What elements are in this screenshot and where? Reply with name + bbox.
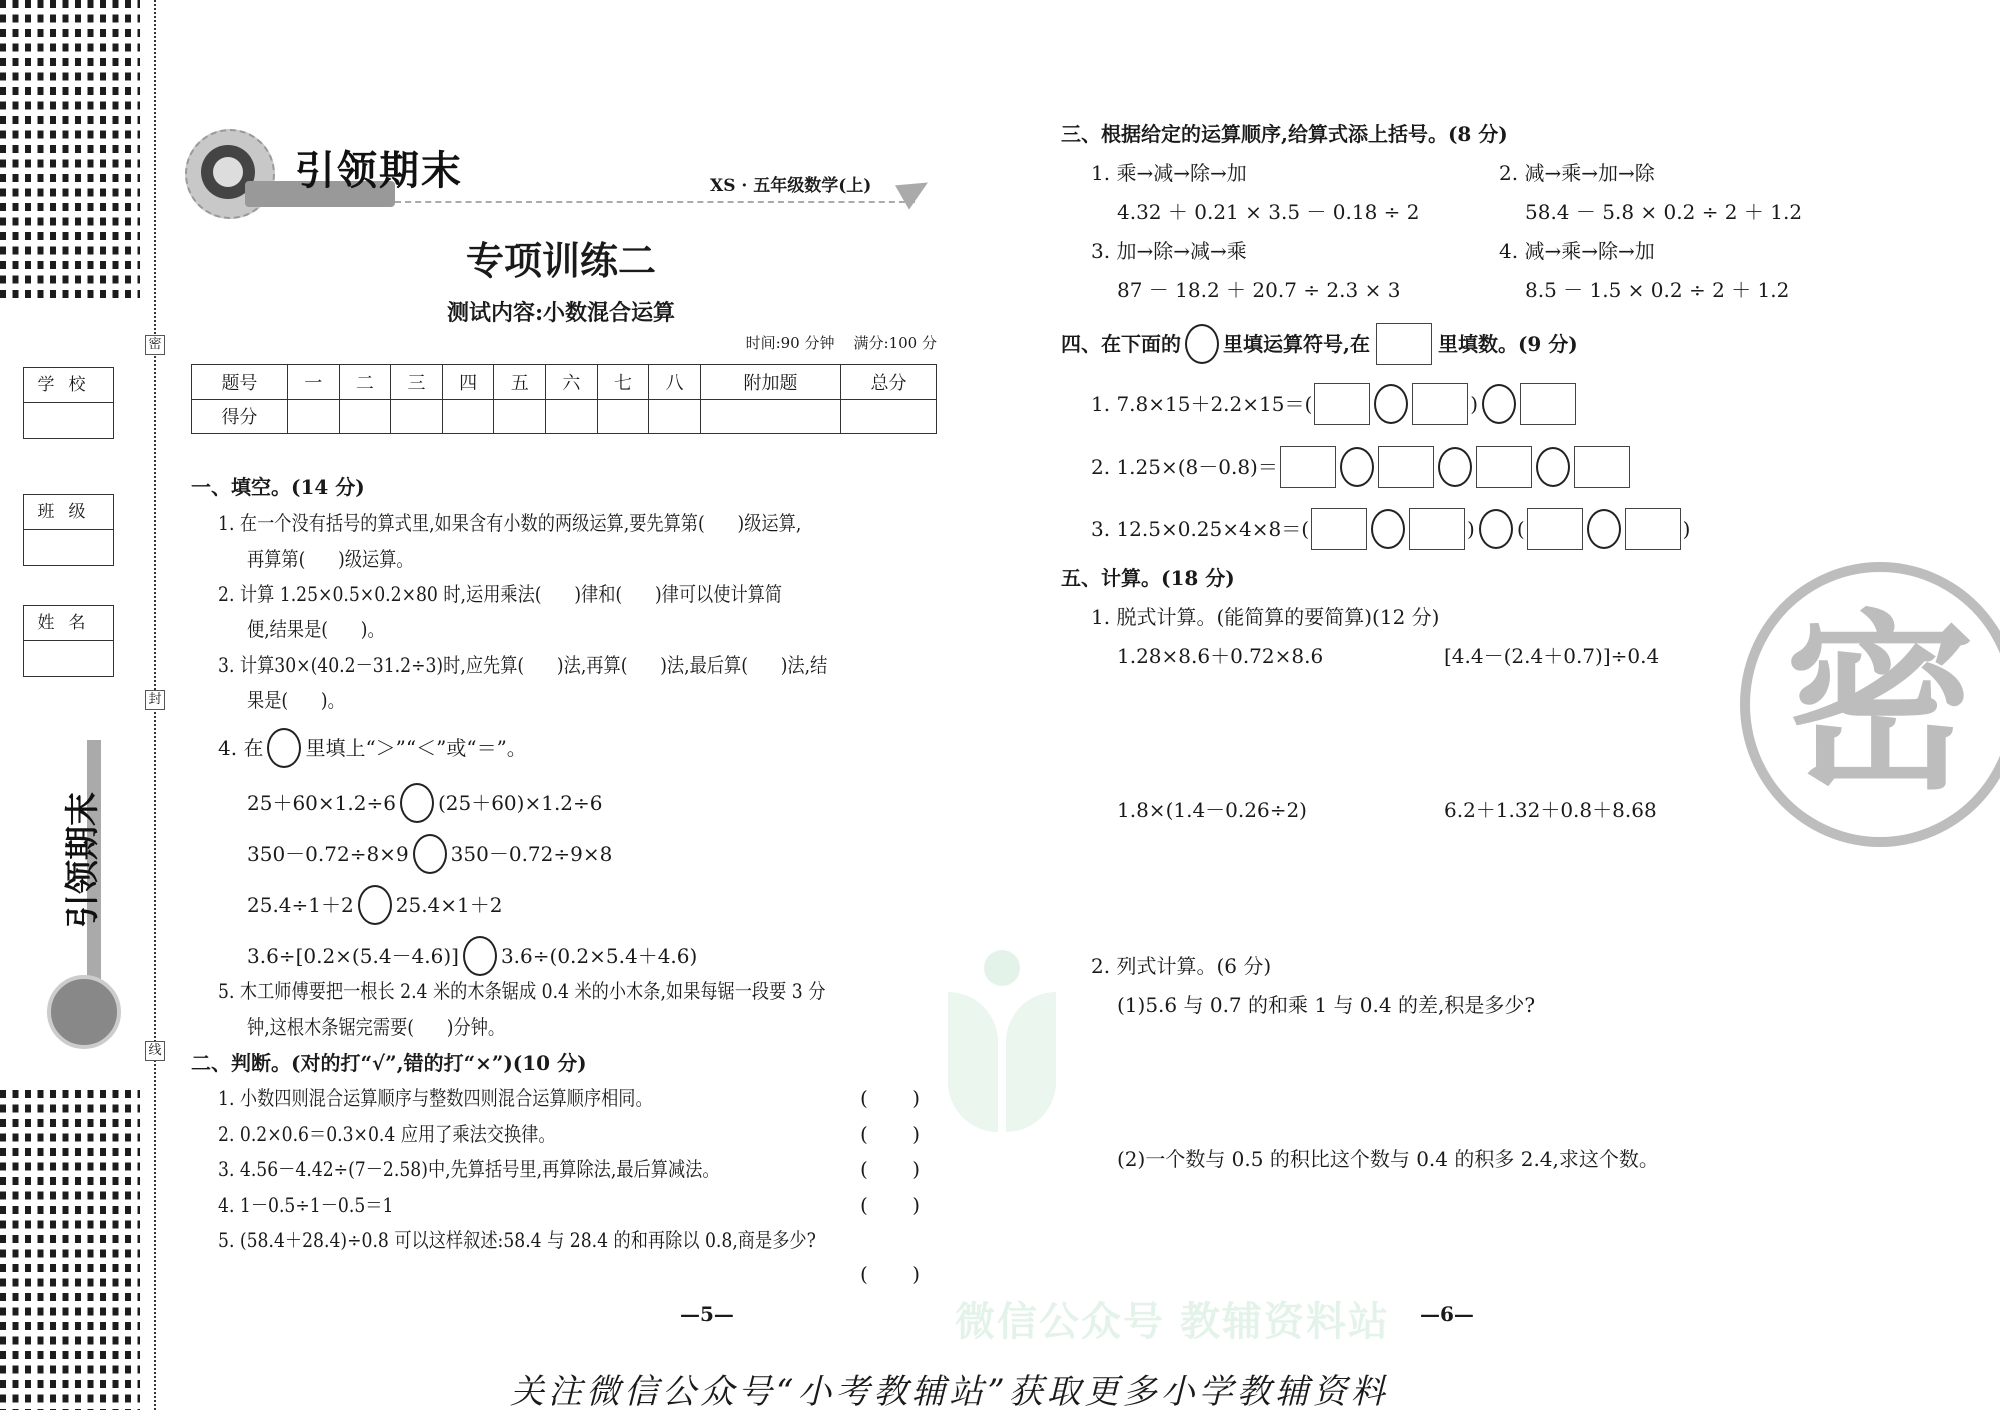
section4-title-b: 里填运算符号,在 <box>1223 332 1370 356</box>
score-header-cell: 题号 <box>192 365 288 400</box>
compare-circle[interactable] <box>413 834 447 874</box>
compare-right: 350－0.72÷9×8 <box>450 842 613 866</box>
compare-row <box>247 834 612 874</box>
fill-row <box>1091 508 1690 550</box>
wheel-icon <box>47 975 121 1049</box>
compare-circle[interactable] <box>463 936 497 976</box>
calc-expr-2: [4.4－(2.4＋0.7)]÷0.4 <box>1444 644 1660 668</box>
class-label: 班级 <box>24 495 113 530</box>
dot-pattern-bottom-mask <box>0 1090 140 1410</box>
compare-right: 3.6÷(0.2×5.4＋4.6) <box>500 944 698 968</box>
number-box[interactable] <box>1574 446 1630 488</box>
operator-circle[interactable] <box>1482 384 1516 424</box>
compare-right: (25＋60)×1.2÷6 <box>437 791 603 815</box>
operation-order: 1. 乘→减→除→加 <box>1091 161 1247 185</box>
operation-order: 2. 减→乘→加→除 <box>1499 161 1655 185</box>
number-box[interactable] <box>1409 508 1465 550</box>
marker-mi: 密 <box>145 335 165 355</box>
number-box[interactable] <box>1280 446 1336 488</box>
operator-circle[interactable] <box>1340 447 1374 487</box>
q2-line2: 便,结果是( )。 <box>247 617 385 641</box>
number-box[interactable] <box>1476 446 1532 488</box>
time-score-info: 时间:90 分钟 满分:100 分 <box>745 334 937 352</box>
fill-row <box>1091 446 1630 488</box>
circle-icon <box>267 728 301 768</box>
section4-title-a: 四、在下面的 <box>1061 332 1181 356</box>
q3-line1: 3. 计算30×(40.2－31.2÷3)时,应先算( )法,再算( )法,最后算( )法,结 <box>218 653 828 677</box>
paper-plane-icon <box>895 170 935 209</box>
operator-circle[interactable] <box>1479 509 1513 549</box>
compare-row <box>247 936 697 976</box>
expression: 4.32 ＋ 0.21 × 3.5 － 0.18 ÷ 2 <box>1117 200 1420 224</box>
score-header-cell: 三 <box>391 365 443 400</box>
q2-line1: 2. 计算 1.25×0.5×0.2×80 时,运用乘法( )律和( )律可以使计算简 <box>218 582 783 606</box>
q5-line1: 5. 木工师傅要把一根长 2.4 米的木条锯成 0.4 米的小木条,如果每锯一段要 3 分 <box>218 979 826 1003</box>
section1-title: 一、填空。(14 分) <box>191 475 365 499</box>
number-box[interactable] <box>1412 383 1468 425</box>
number-box[interactable] <box>1378 446 1434 488</box>
judge-item: 2. 0.2×0.6＝0.3×0.4 应用了乘法交换律。 <box>218 1121 556 1146</box>
school-label: 学校 <box>24 368 113 403</box>
q3-line2: 果是( )。 <box>247 688 345 712</box>
score-header-row <box>192 365 937 400</box>
score-header-cell: 四 <box>442 365 494 400</box>
row-text: 2. 1.25×(8－0.8)＝ <box>1091 454 1278 479</box>
word-problem-1: (1)5.6 与 0.7 的和乘 1 与 0.4 的差,积是多少? <box>1117 993 1536 1017</box>
compare-row <box>247 885 503 925</box>
section2-title: 二、判断。(对的打“√”,错的打“×”)(10 分) <box>191 1051 587 1075</box>
name-field[interactable] <box>23 605 114 677</box>
expression: 8.5 － 1.5 × 0.2 ÷ 2 ＋ 1.2 <box>1525 278 1790 302</box>
judge-answer-blank[interactable]: ( ) <box>860 1121 921 1146</box>
name-label: 姓名 <box>24 606 113 641</box>
score-header-cell: 附加题 <box>700 365 840 400</box>
judge-item: 3. 4.56－4.42÷(7－2.58)中,先算括号里,再算除法,最后算减法。 <box>218 1157 720 1181</box>
calc-expr-1: 1.28×8.6＋0.72×8.6 <box>1117 644 1324 668</box>
compare-left: 25＋60×1.2÷6 <box>247 791 396 815</box>
score-input-cell[interactable] <box>494 399 546 434</box>
confidential-stamp <box>1740 562 2000 847</box>
operation-order: 4. 减→乘→除→加 <box>1499 239 1655 263</box>
score-input-cell[interactable] <box>442 399 494 434</box>
judge-item: 4. 1－0.5÷1－0.5＝1 <box>218 1192 394 1217</box>
footer-promo: 关注微信公众号“小考教辅站”获取更多小学教辅资料 <box>510 1372 1389 1412</box>
q5-line2: 钟,这根木条锯完需要( )分钟。 <box>247 1015 506 1039</box>
score-table <box>191 364 937 434</box>
watermark-leaf-icon <box>948 950 1056 1140</box>
judge-answer-blank[interactable]: ( ) <box>860 1086 921 1110</box>
number-box[interactable] <box>1314 383 1370 425</box>
header-rule <box>395 201 915 203</box>
row-text: 3. 12.5×0.25×4×8＝( <box>1091 517 1310 541</box>
compare-left: 350－0.72÷8×9 <box>247 842 409 866</box>
score-row <box>192 399 937 434</box>
score-header-cell: 一 <box>287 365 339 400</box>
row-text: ) <box>1682 517 1691 541</box>
score-header-cell: 五 <box>494 365 546 400</box>
score-header-cell: 总分 <box>841 365 937 400</box>
q1-line1: 1. 在一个没有括号的算式里,如果含有小数的两级运算,要先算第( )级运算, <box>218 511 802 535</box>
score-input-cell[interactable] <box>339 399 391 434</box>
header-logo-text: 引领期末 <box>295 148 463 194</box>
section5-sub2: 2. 列式计算。(6 分) <box>1091 954 1272 978</box>
word-problem-2: (2)一个数与 0.5 的积比这个数与 0.4 的积多 2.4,求这个数。 <box>1117 1147 1659 1171</box>
compare-left: 3.6÷[0.2×(5.4－4.6)] <box>247 944 459 968</box>
section4-title <box>1061 324 1578 364</box>
score-input-cell[interactable] <box>597 399 649 434</box>
page-number-left: —5— <box>680 1302 734 1326</box>
test-content: 测试内容:小数混合运算 <box>446 300 676 326</box>
side-logo-text: 引领期末 <box>63 792 103 928</box>
number-box[interactable] <box>1520 383 1576 425</box>
watermark-line1: 微信公众号 <box>955 1299 1165 1345</box>
q4-suffix: 里填上“＞”“＜”或“＝”。 <box>305 736 527 760</box>
row-text: ) <box>1467 517 1475 541</box>
expression: 58.4 － 5.8 × 0.2 ÷ 2 ＋ 1.2 <box>1525 200 1803 224</box>
class-field[interactable] <box>23 494 114 566</box>
row-text: ) <box>1470 392 1479 416</box>
compare-left: 25.4÷1＋2 <box>247 893 354 917</box>
score-input-cell[interactable] <box>841 399 937 434</box>
judge-answer-blank[interactable]: ( ) <box>860 1262 921 1286</box>
operator-circle[interactable] <box>1374 384 1408 424</box>
calc-expr-3: 1.8×(1.4－0.26÷2) <box>1117 798 1307 822</box>
fill-row <box>1091 383 1576 425</box>
operator-circle[interactable] <box>1371 509 1405 549</box>
score-input-cell[interactable] <box>391 399 443 434</box>
section3-title: 三、根据给定的运算顺序,给算式添上括号。(8 分) <box>1061 122 1508 146</box>
row-text: ( <box>1516 517 1525 541</box>
judge-item: 1. 小数四则混合运算顺序与整数四则混合运算顺序相同。 <box>218 1086 653 1110</box>
judge-answer-blank[interactable]: ( ) <box>860 1157 921 1181</box>
score-input-cell[interactable] <box>546 399 598 434</box>
score-input-cell[interactable] <box>700 399 840 434</box>
school-field[interactable] <box>23 367 114 439</box>
judge-item: 5. (58.4＋28.4)÷0.8 可以这样叙述:58.4 与 28.4 的和再除以 0.8,商是多少? <box>218 1228 816 1252</box>
compare-circle[interactable] <box>400 783 434 823</box>
box-icon <box>1376 323 1432 365</box>
operator-circle[interactable] <box>1536 447 1570 487</box>
stamp-text: 密 <box>1784 594 1975 815</box>
section5-title: 五、计算。(18 分) <box>1061 566 1235 590</box>
score-header-cell: 七 <box>597 365 649 400</box>
side-logo <box>45 740 115 1050</box>
page-title: 专项训练二 <box>465 238 656 283</box>
compare-row <box>247 783 603 823</box>
book-series: XS · 五年级数学(上) <box>710 176 872 196</box>
header-banner <box>185 121 930 211</box>
section4-title-c: 里填数。(9 分) <box>1437 332 1578 356</box>
row-text: 1. 7.8×15＋2.2×15＝( <box>1091 392 1313 416</box>
circle-icon <box>1185 324 1219 364</box>
compare-right: 25.4×1＋2 <box>395 893 503 917</box>
score-input-cell[interactable] <box>287 399 339 434</box>
expression: 87 － 18.2 ＋ 20.7 ÷ 2.3 × 3 <box>1117 278 1401 302</box>
operator-circle[interactable] <box>1438 447 1472 487</box>
score-header-cell: 六 <box>546 365 598 400</box>
q1-line2: 再算第( )级运算。 <box>247 547 414 571</box>
compare-circle[interactable] <box>358 885 392 925</box>
score-header-cell: 八 <box>649 365 701 400</box>
section5-sub1: 1. 脱式计算。(能简算的要简算)(12 分) <box>1091 605 1440 629</box>
operator-circle[interactable] <box>1587 509 1621 549</box>
number-box[interactable] <box>1311 508 1367 550</box>
score-header-cell: 二 <box>339 365 391 400</box>
operation-order: 3. 加→除→减→乘 <box>1091 239 1247 263</box>
watermark-line2: 教辅资料站 <box>1180 1299 1390 1345</box>
marker-feng: 封 <box>145 690 165 710</box>
number-box[interactable] <box>1625 508 1681 550</box>
number-box[interactable] <box>1527 508 1583 550</box>
q4-prefix: 4. 在 <box>218 736 264 760</box>
marker-xian: 线 <box>145 1041 165 1061</box>
calc-expr-4: 6.2＋1.32＋0.8＋8.68 <box>1444 798 1657 822</box>
score-input-cell[interactable] <box>649 399 701 434</box>
q4-instruction <box>218 728 527 768</box>
judge-answer-blank[interactable]: ( ) <box>860 1192 921 1217</box>
page-number-right: —6— <box>1420 1302 1474 1326</box>
score-row-label: 得分 <box>192 399 288 434</box>
